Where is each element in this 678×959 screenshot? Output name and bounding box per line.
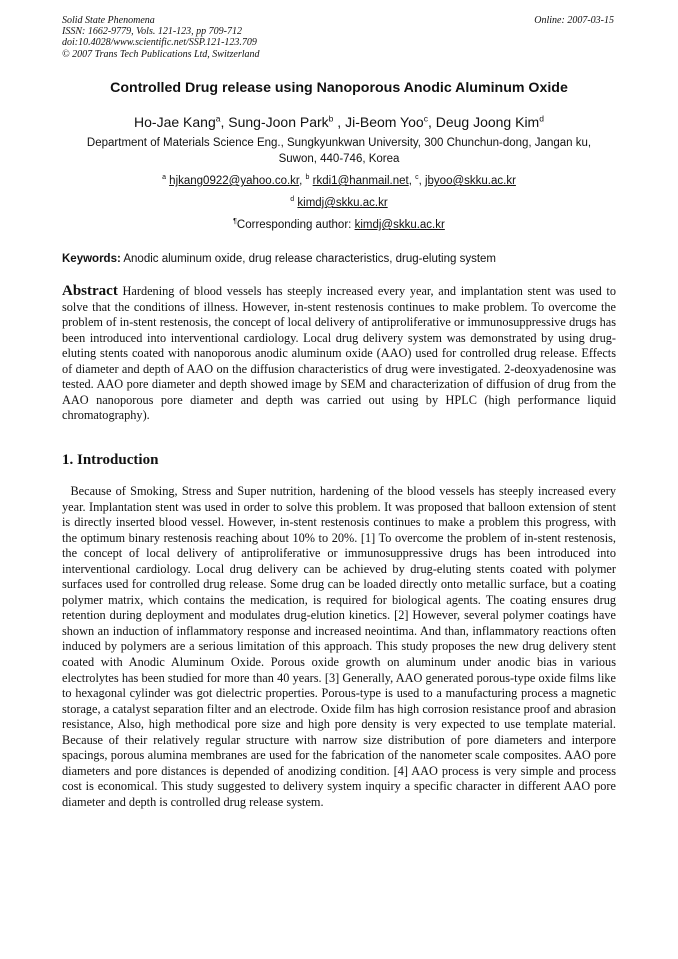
author-name: Sung-Joon Park — [228, 114, 329, 130]
abstract-label: Abstract — [62, 283, 118, 299]
author-separator: , — [220, 114, 229, 130]
author-marker: d — [539, 113, 544, 124]
introduction-paragraph — [62, 484, 616, 810]
keywords — [62, 252, 616, 267]
author-name: Deug Joong Kim — [435, 114, 540, 130]
introduction-text: Because of Smoking, Stress and Super nutrition, hardening of the blood vessels has steeply increased every year. Implantation stent was used in order to solve this problem. It was proposed that balloon extension of stent is directly inserted blood vessel. However, in-stent restenosis continues to make a problem this progress, with the optimum binary restenosis reaching about 10% to 20%. [1] To overcome the problem of in-stent restenosis, the concept of local delivery of antiproliferative or immunosuppressive drugs has been introduced into interventional cardiology. Local drug delivery can be achieved by drug-eluting stents coated with polymer surfaces used for controlled drug release. Some drug can be loaded directly onto metallic surface, but a coating polymer matrix, which contains the medication, is required for biological agents. The coating ensures drug retention during deployment and modulates drug-elution kinetics. [2] However, several polymer coatings have shown an induction of inflammatory response and increased neointima. And than, inflammatory reactions often induced by polymers are a serious limitation of this approach. This study proposes the new drug delivery stent coated with Anodic Aluminum Oxide. Porous oxide growth on aluminum under anodic bias in various electrolytes has been studied for more than 40 years. [3] Generally, AAO generated porous-type oxide films like to hexagonal cylinder was got dielectric properties. Porous-type is used to a manufacturing process a magnetic storage, a catalyst separation filter and an electrode. Oxide film has high corrosion resistance proof and abrasion resistance, Also, high methodical pore size and high pore density is very expected to use template material. Because of their relatively regular structure with narrow size distribution of pore diameters and interpore spacings, porous alumina membranes are used for the fabrication of the nanometer scale composites. AAO pore diameters and pore distances is depended of anodizing condition. [4] AAO process is very simple and process cost is economical. This study suggested to delivery system inquiry a specific character in different AAO pore diameter and depth is controlled drug release system. — [62, 484, 616, 809]
author-marker: b — [328, 113, 334, 124]
online-date: Online: 2007-03-15 — [534, 15, 614, 26]
email-marker: c — [415, 174, 419, 182]
email-line: $^a$ hjkang0922@yahoo.co.kr, $^b$ rkdi1@hanmail.net, $^c$, jbyoo@skku.ac.kr — [162, 174, 516, 187]
keywords-label: Keywords: — [62, 253, 121, 265]
author-name: Ji-Beom Yoo — [345, 114, 424, 130]
email-marker: a — [162, 174, 166, 182]
email-marker: d — [290, 196, 295, 204]
corresponding-email-link[interactable]: kimdj@skku.ac.kr — [354, 219, 445, 231]
section-heading: 1. Introduction — [62, 452, 159, 468]
author-separator: , — [427, 114, 436, 130]
paper-title: Controlled Drug release using Nanoporous Anodic Aluminum Oxide — [110, 80, 568, 96]
journal-copyright: © 2007 Trans Tech Publications Ltd, Switzerland — [62, 48, 260, 60]
abstract — [62, 284, 616, 424]
email-link[interactable]: rkdi1@hanmail.net — [312, 175, 409, 187]
email-line — [62, 192, 616, 214]
author-marker: c — [423, 113, 428, 124]
author-name: Ho-Jae Kang — [134, 114, 216, 130]
affiliation — [62, 136, 616, 167]
corresponding-label: Corresponding author: — [236, 219, 352, 231]
journal-header — [62, 15, 260, 60]
author-separator: , — [333, 114, 346, 130]
keywords-text: Anodic aluminum oxide, drug release characteristics, drug-eluting system — [123, 253, 497, 265]
abstract-text: Hardening of blood vessels has steeply increased every year, and implantation stent was used to solve that the conditions of illness. However, in-stent restenosis continues to make problem. To overcome the problem of in-stent restenosis, the concept of local delivery of antiproliferative or immunosuppressive drugs has been introduced into interventional cardiology. Local drug delivery system was demonstrated by using drug-eluting stents coated with nanoporous anodic aluminum oxide (AAO) used for controlled drug release. Effects of diameter and depth of AAO on the diffusion characteristics of drug were investigated. 2-deoxyadenosine was tested. AAO pore diameter and depth showed image by SEM and characterization of diffusion of drug from the AAO nanoporous pore diameter and depth was carried out using by HPLC (high performance liquid chromatography). — [62, 284, 616, 423]
email-link[interactable]: kimdj@skku.ac.kr — [297, 197, 388, 209]
journal-name: Solid State Phenomena — [62, 15, 155, 26]
corresponding-marker: ¶ — [233, 218, 237, 226]
affiliation-line: Department of Materials Science Eng., Sungkyunkwan University, 300 Chunchun-dong, Jangan ku, — [86, 137, 592, 149]
journal-issn: ISSN: 1662-9779, Vols. 121-123, pp 709-712 — [62, 26, 242, 38]
email-link[interactable]: hjkang0922@yahoo.co.kr — [169, 175, 300, 187]
author-marker: a — [215, 113, 221, 124]
email-link[interactable]: jbyoo@skku.ac.kr — [424, 175, 516, 187]
author-list — [62, 112, 616, 132]
email-marker: b — [305, 174, 310, 182]
corresponding-author — [62, 214, 616, 236]
affiliation-line: Suwon, 440-746, Korea — [278, 152, 400, 165]
email-block — [62, 170, 616, 236]
journal-doi: doi:10.4028/www.scientific.net/SSP.121-123.709 — [62, 37, 257, 49]
